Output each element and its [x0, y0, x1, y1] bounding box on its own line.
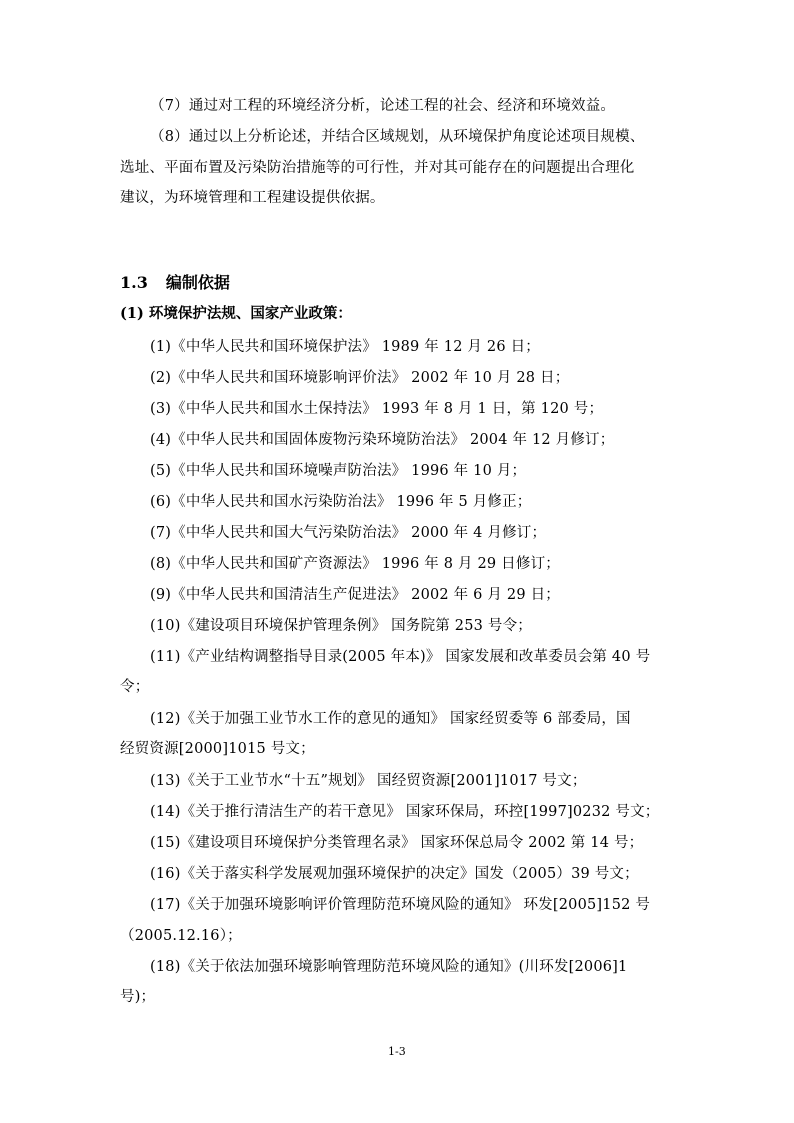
law-item-17-line-2: （2005.12.16）；: [120, 928, 242, 944]
law-item-15: (15)《建设项目环境保护分类管理名录》 国家环保总局令 2002 第 14 号；: [150, 835, 644, 851]
law-item-6: (6)《中华人民共和国水污染防治法》 1996 年 5 月修正；: [150, 494, 532, 510]
law-item-10: (10)《建设项目环境保护管理条例》 国务院第 253 号令；: [150, 618, 532, 634]
law-item-3: (3)《中华人民共和国水土保持法》 1993 年 8 月 1 日，第 120 号；: [150, 401, 604, 417]
law-item-8: (8)《中华人民共和国矿产资源法》 1996 年 8 月 29 日修订；: [150, 556, 560, 572]
law-item-4: (4)《中华人民共和国固体废物污染环境防治法》 2004 年 12 月修订；: [150, 432, 615, 448]
section-number: 1.3: [120, 273, 148, 292]
law-item-7: (7)《中华人民共和国大气污染防治法》 2000 年 4 月修订；: [150, 525, 547, 541]
subsection-heading: (1) 环境保护法规、国家产业政策：: [120, 305, 352, 322]
intro-item-7: （7）通过对工程的环境经济分析，论述工程的社会、经济和环境效益。: [150, 98, 616, 114]
law-item-18-line-1: (18)《关于依法加强环境影响管理防范环境风险的通知》(川环发[2006]1: [150, 959, 628, 975]
law-item-12-line-2: 经贸资源[2000]1015 号文；: [120, 741, 315, 757]
law-item-17-line-1: (17)《关于加强环境影响评价管理防范环境风险的通知》 环发[2005]152 号: [150, 897, 651, 913]
intro-item-8-line-2: 选址、平面布置及污染防治措施等的可行性，并对其可能存在的问题提出合理化: [120, 160, 635, 176]
law-item-16: (16)《关于落实科学发展观加强环境保护的决定》国发（2005）39 号文；: [150, 866, 639, 882]
law-item-1: (1)《中华人民共和国环境保护法》 1989 年 12 月 26 日；: [150, 339, 540, 355]
law-item-14: (14)《关于推行清洁生产的若干意见》 国家环保局，环控[1997]0232 号文；: [150, 804, 660, 820]
section-title: 编制依据: [165, 273, 230, 292]
law-item-12-line-1: (12)《关于加强工业节水工作的意见的通知》 国家经贸委等 6 部委局，国: [150, 711, 631, 727]
page-number: 1-3: [388, 1045, 406, 1058]
intro-item-8-line-3: 建议，为环境管理和工程建设提供依据。: [120, 190, 385, 206]
law-item-18-line-2: 号)；: [120, 989, 156, 1005]
law-item-11-line-2: 令；: [120, 679, 150, 695]
law-item-5: (5)《中华人民共和国环境噪声防治法》 1996 年 10 月；: [150, 463, 527, 479]
intro-item-8-line-1: （8）通过以上分析论述，并结合区域规划，从环境保护角度论述项目规模、: [150, 129, 645, 145]
section-heading: [120, 272, 230, 294]
law-item-9: (9)《中华人民共和国清洁生产促进法》 2002 年 6 月 29 日；: [150, 587, 560, 603]
law-item-2: (2)《中华人民共和国环境影响评价法》 2002 年 10 月 28 日；: [150, 370, 570, 386]
law-item-13: (13)《关于工业节水“十五”规划》 国经贸资源[2001]1017 号文；: [150, 773, 587, 789]
law-item-11-line-1: (11)《产业结构调整指导目录(2005 年本)》 国家发展和改革委员会第 40 号: [150, 649, 651, 665]
